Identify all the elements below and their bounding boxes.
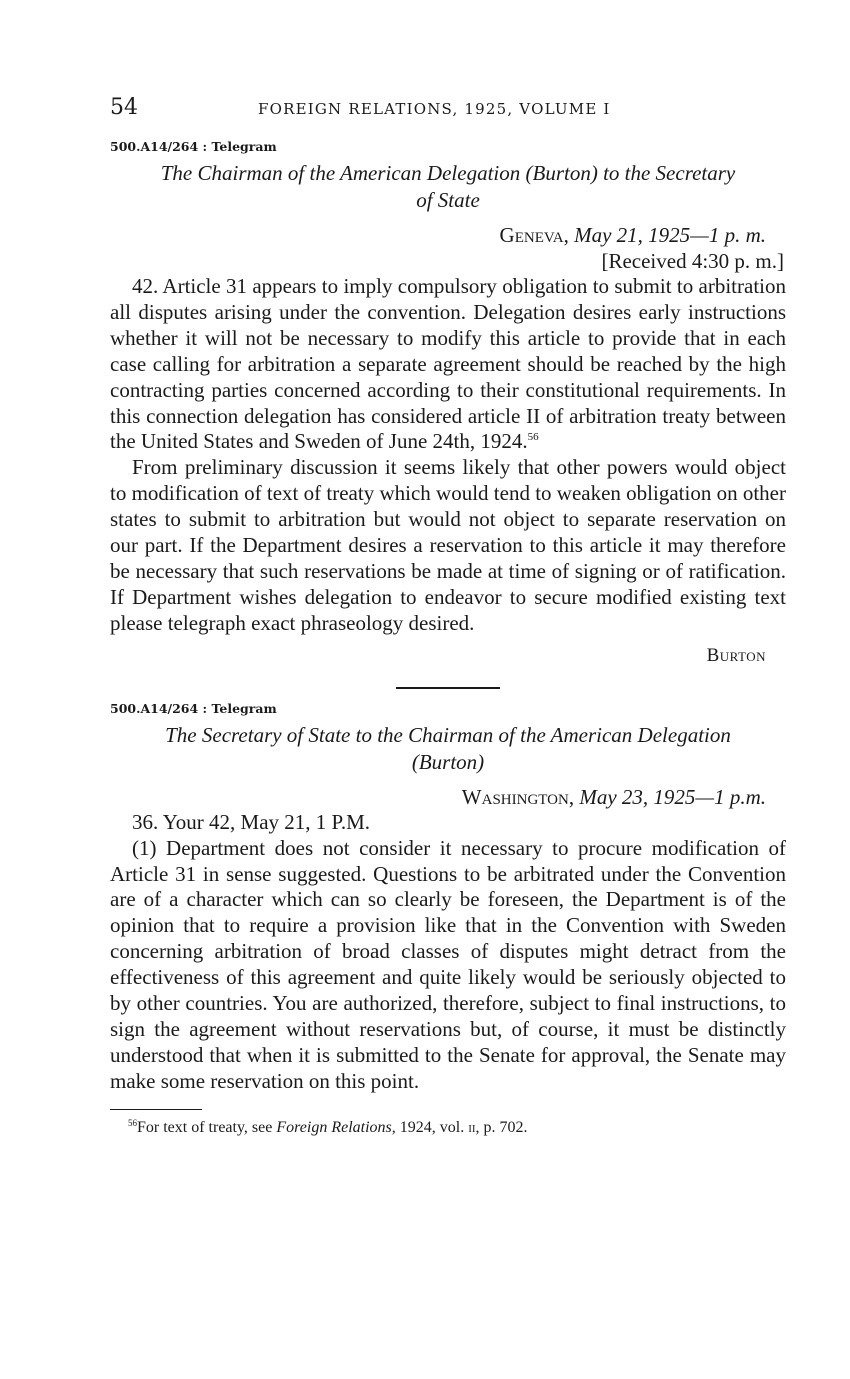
document-title-line: The Chairman of the American Delegation (Burton) to the Secretary — [160, 161, 736, 185]
received-note: [Received 4:30 p. m.] — [601, 249, 784, 273]
running-head — [110, 95, 786, 125]
running-head-title: FOREIGN RELATIONS, 1925, VOLUME I — [258, 100, 611, 118]
body-paragraph: (1) Department does not consider it necessary to procure modification of Article 31 in sense suggested. Questions to be arbitrated under the Convention are of a character which can so clearly be foreseen, the Department is of the opinion that to require a provision like that in the Convention with Sweden concerning arbitration of broad classes of disputes might detract from the effectiveness of this agreement and quite likely would be seriously objected to by other countries. You are authorized, therefore, subject to final instructions, to sign the agreement without reservations but, of course, it must be distinctly understood that when it is submitted to the Senate for approval, the Senate may make some reservation on this point. — [110, 835, 786, 1093]
document-2 — [110, 701, 786, 1095]
document-title — [110, 722, 786, 776]
file-reference: 500.A14/264 : Telegram — [110, 700, 277, 716]
document-title-line: of State — [416, 188, 480, 212]
document-page — [110, 95, 786, 1138]
footnote-number: 56 — [128, 1118, 137, 1129]
document-title-line: (Burton) — [411, 749, 485, 774]
footnote-marker: 56 — [527, 431, 539, 444]
body-paragraph — [110, 274, 786, 455]
document-title — [110, 160, 786, 214]
dateline-place: Washington, — [461, 784, 575, 809]
dateline-place: Geneva, — [499, 223, 569, 247]
footnote-volume: ii — [468, 1119, 476, 1137]
file-reference: 500.A14/264 : Telegram — [110, 139, 277, 154]
page-number: 54 — [110, 95, 138, 120]
dateline-date: May 23, 1925—1 p.m. — [579, 784, 766, 809]
document-1 — [110, 139, 786, 667]
footnote — [110, 1118, 786, 1138]
footnote-divider — [110, 1109, 202, 1111]
signature: Burton — [706, 644, 766, 666]
body-paragraph: 36. Your 42, May 21, 1 P.M. — [132, 809, 371, 834]
footnote-text: For text of treaty, see — [137, 1119, 277, 1137]
dateline — [110, 784, 786, 810]
footnote-page-ref: , p. 702. — [475, 1119, 528, 1137]
body-paragraph: From preliminary discussion it seems likely that other powers would object to modification of text of treaty which would tend to weaken obligation on other states to submit to arbitration but would not object to separate reservation on our part. If the Department desires a reservation to this article it may therefore be necessary that such reservations be made at time of signing or of ratification. If Department wishes delegation to endeavor to secure modified existing text please telegraph exact phraseology desired. — [110, 455, 786, 635]
dateline — [110, 222, 786, 248]
footnote-source-title: Foreign Relations, — [276, 1119, 396, 1137]
dateline-date: May 21, 1925—1 p. m. — [574, 223, 766, 247]
paragraph-text: 42. Article 31 appears to imply compulsory obligation to submit to arbitration all disputes arising under the convention. Delegation desires early instructions whether it will not be necessary to modify this article to provide that in each case calling for arbitration a separate agreement should be reached by the high contracting parties concerned according to their constitutional requirements. In this connection delegation has considered article II of arbitration treaty between the United States and Sweden of June 24th, 1924. — [110, 274, 786, 454]
section-divider — [396, 687, 500, 689]
footnote-text: 1924, vol. — [395, 1119, 469, 1137]
document-title-line: The Secretary of State to the Chairman of the American Delegation — [165, 722, 731, 747]
